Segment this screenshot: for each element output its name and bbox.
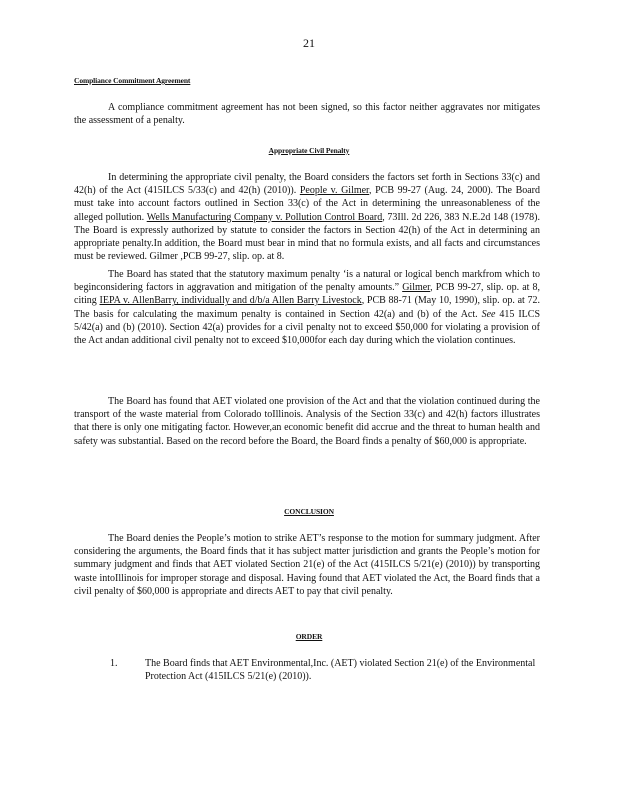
- penalty-p2-text-a: The Board has stated that the statutory maximum penalty ‘is a natural or logical bench markfrom which to beginconsidering factors in aggravation and mitigation of the penalty amounts.”: [74, 269, 540, 294]
- penalty-heading: Appropriate Civil Penalty: [268, 146, 350, 155]
- conclusion-heading: CONCLUSION: [284, 507, 334, 516]
- compliance-paragraph: A compliance commitment agreement has not been signed, so this factor neither aggravates nor mitigates the assessment of a penalty.: [74, 102, 540, 127]
- case-iepa-v-allenbarry: IEPA v. AllenBarry, individually and d/b/a Allen Barry Livestock: [99, 295, 362, 307]
- case-wells-manufacturing: Wells Manufacturing Company v. Pollution Control Board: [146, 211, 383, 223]
- case-people-v-gilmer: People v. Gilmer: [299, 185, 369, 197]
- penalty-paragraph-3: The Board has found that AET violated one provision of the Act and that the violation continued during the transport of the waste material from Colorado toIllinois. Analysis of the Section 33(c) and 42(h) factors illustrates that there is only one mitigating factor. However,an economic benefit did accrue and the threat to human health and safety was substantial. Based on the record before the Board, the Board finds a penalty of $60,000 is appropriate.: [74, 396, 540, 447]
- compliance-heading: Compliance Commitment Agreement: [74, 76, 191, 85]
- penalty-p2-text-b: , PCB 99-27, slip. op. at 8, citing: [74, 282, 540, 307]
- penalty-p2-text-c: , PCB 88-71 (May 10, 1990), slip. op. at 72. The basis for calculating the maximum penalty is contained in Section 42(a) and (b) of the Act.: [74, 295, 541, 320]
- penalty-p1-text-b: , PCB 99-27 (Aug. 24, 2000). The Board must take into account factors outlined in Section 33(c) of the Act in determining the unreasonableness of the alleged pollution.: [74, 185, 541, 223]
- order-heading: ORDER: [295, 632, 323, 641]
- conclusion-paragraph: The Board denies the People’s motion to strike AET’s response to the motion for summary judgment. After considering the arguments, the Board finds that it has subject matter jurisdiction and grants the People’s motion for summary judgment and finds that AET violated Section 21(e) of the Act (415ILCS 5/21(e) (2010)) by transporting waste intoIllinois for improper storage and disposal. Having found that AET violated the Act, the Board finds that a civil penalty of $60,000 is appropriate and directs AET to pay that civil penalty.: [74, 533, 540, 597]
- penalty-paragraph-2: [74, 268, 540, 347]
- penalty-paragraph-1: [74, 171, 540, 263]
- penalty-p1-text-c: , 73Ill. 2d 226, 383 N.E.2d 148 (1978). The Board is expressly authorized by statute to consider the factors in Section 42(h) of the Act in determining an appropriate penalty.In addition, the Board must bear in mind that no formula exists, and all facts and circumstances must be reviewed. Gilmer ,PCB 99-27, slip. op. at 8.: [74, 211, 540, 263]
- order-item-text: The Board finds that AET Environmental,Inc. (AET) violated Section 21(e) of the Environmental Protection Act (415ILCS 5/21(e) (2010)).: [145, 658, 536, 683]
- penalty-p2-text-d: 415 ILCS 5/42(a) and (b) (2010). Section 42(a) provides for a civil penalty not to exceed $50,000 for violating a provision of the Act andan additional civil penalty not to exceed $10,000for each day during which the violation continues.: [74, 308, 541, 347]
- see-signal: See: [481, 308, 496, 320]
- penalty-p1-text-a: In determining the appropriate civil penalty, the Board considers the factors set forth in Sections 33(c) and 42(h) of the Act (415ILCS 5/33(c) and 42(h) (2010)).: [74, 172, 540, 197]
- page-number: 21: [303, 36, 315, 50]
- order-item-number: 1.: [110, 658, 118, 669]
- case-gilmer: Gilmer: [402, 282, 431, 294]
